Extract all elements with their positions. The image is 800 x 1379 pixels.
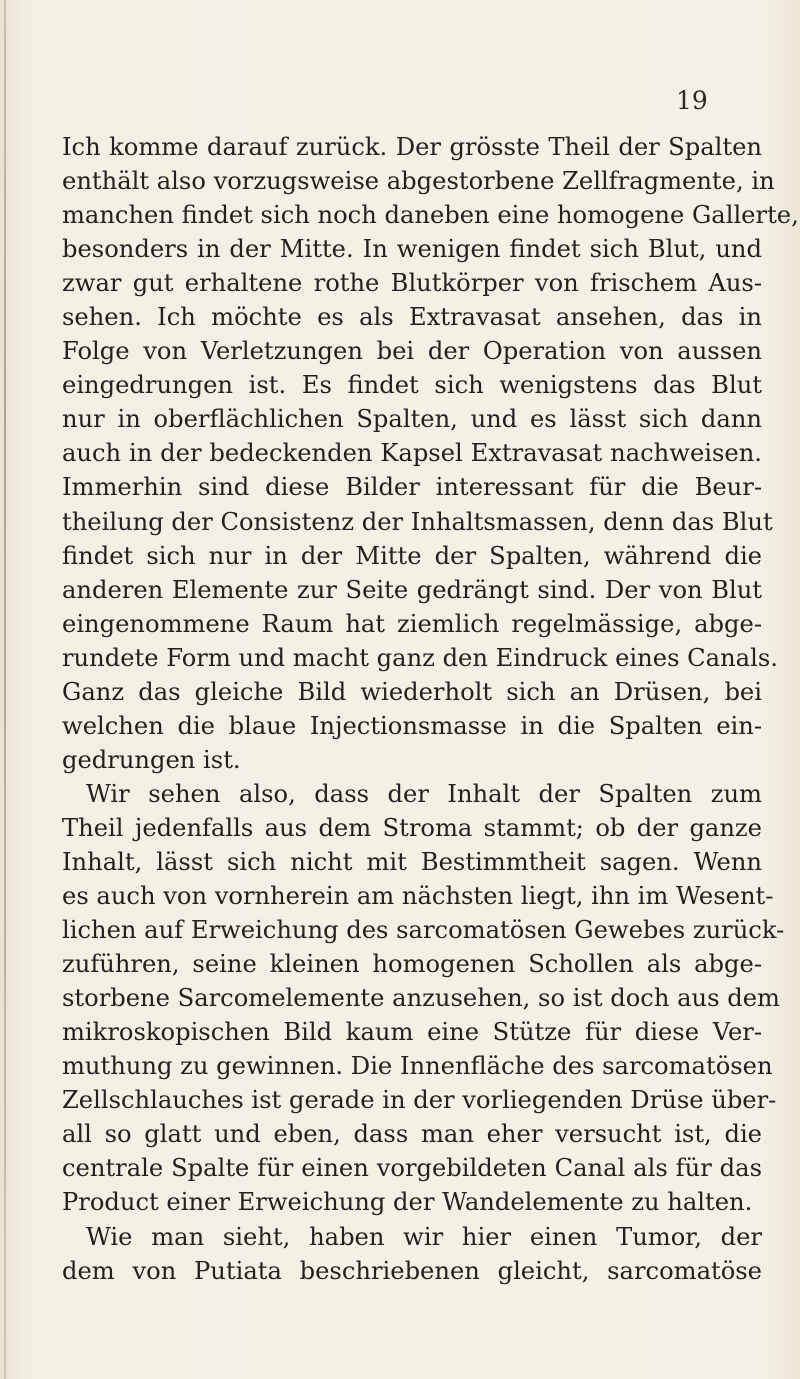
text-line: Theil jedenfalls aus dem Stroma stammt; ob der ganze (62, 813, 762, 842)
text-line: enthält also vorzugsweise abgestorbene Zellfragmente, in (62, 167, 775, 196)
text-line: rundete Form und macht ganz den Eindruck eines Canals. (62, 643, 778, 672)
text-line: Inhalt, lässt sich nicht mit Bestimmtheit sagen. Wenn (62, 847, 762, 876)
text-line: findet sich nur in der Mitte der Spalten, während die (62, 541, 762, 570)
text-line: nur in oberflächlichen Spalten, und es lässt sich dann (62, 405, 762, 434)
page-edge-shadow (4, 0, 6, 1379)
text-line: mikroskopischen Bild kaum eine Stütze für diese Ver- (62, 1018, 762, 1047)
body-text (62, 130, 799, 1288)
text-line: Wir sehen also, dass der Inhalt der Spalten zum (86, 779, 762, 808)
text-line: anderen Elemente zur Seite gedrängt sind. Der von Blut (62, 575, 762, 604)
text-line: lichen auf Erweichung des sarcomatösen Gewebes zurück- (62, 916, 785, 945)
text-line: muthung zu gewinnen. Die Innenfläche des sarcomatösen (62, 1052, 773, 1081)
text-line: besonders in der Mitte. In wenigen findet sich Blut, und (62, 235, 762, 264)
text-line: dem von Putiata beschriebenen gleicht, sarcomatöse (62, 1256, 762, 1285)
text-line: gedrungen ist. (62, 745, 241, 774)
text-line: Zellschlauches ist gerade in der vorliegenden Drüse über- (62, 1086, 777, 1115)
text-line: manchen findet sich noch daneben eine homogene Gallerte, (62, 201, 799, 230)
text-line: sehen. Ich möchte es als Extravasat ansehen, das in (62, 303, 762, 332)
text-line: zwar gut erhaltene rothe Blutkörper von frischem Aus- (62, 269, 762, 298)
text-line: Folge von Verletzungen bei der Operation von aussen (62, 337, 762, 366)
text-line: eingenommene Raum hat ziemlich regelmässige, abge- (62, 609, 762, 638)
text-line: Product einer Erweichung der Wandelemente zu halten. (62, 1188, 753, 1217)
text-line: Immerhin sind diese Bilder interessant für die Beur- (62, 473, 762, 502)
text-line: Wie man sieht, haben wir hier einen Tumor, der (86, 1222, 762, 1251)
text-line: eingedrungen ist. Es findet sich wenigstens das Blut (62, 371, 762, 400)
text-line: Ganz das gleiche Bild wiederholt sich an Drüsen, bei (62, 677, 762, 706)
text-line: storbene Sarcomelemente anzusehen, so ist doch aus dem (62, 984, 780, 1013)
text-line: auch in der bedeckenden Kapsel Extravasat nachweisen. (62, 439, 762, 468)
text-line: es auch von vornherein am nächsten liegt, ihn im Wesent- (62, 882, 774, 911)
text-line: zuführen, seine kleinen homogenen Schollen als abge- (62, 950, 762, 979)
text-line: all so glatt und eben, dass man eher versucht ist, die (62, 1120, 762, 1149)
text-line: welchen die blaue Injectionsmasse in die Spalten ein- (62, 711, 762, 740)
text-line: Ich komme darauf zurück. Der grösste Theil der Spalten (62, 133, 762, 161)
page-number: 19 (676, 86, 708, 115)
text-line: theilung der Consistenz der Inhaltsmassen, denn das Blut (62, 507, 773, 536)
text-line: centrale Spalte für einen vorgebildeten Canal als für das (62, 1154, 762, 1183)
